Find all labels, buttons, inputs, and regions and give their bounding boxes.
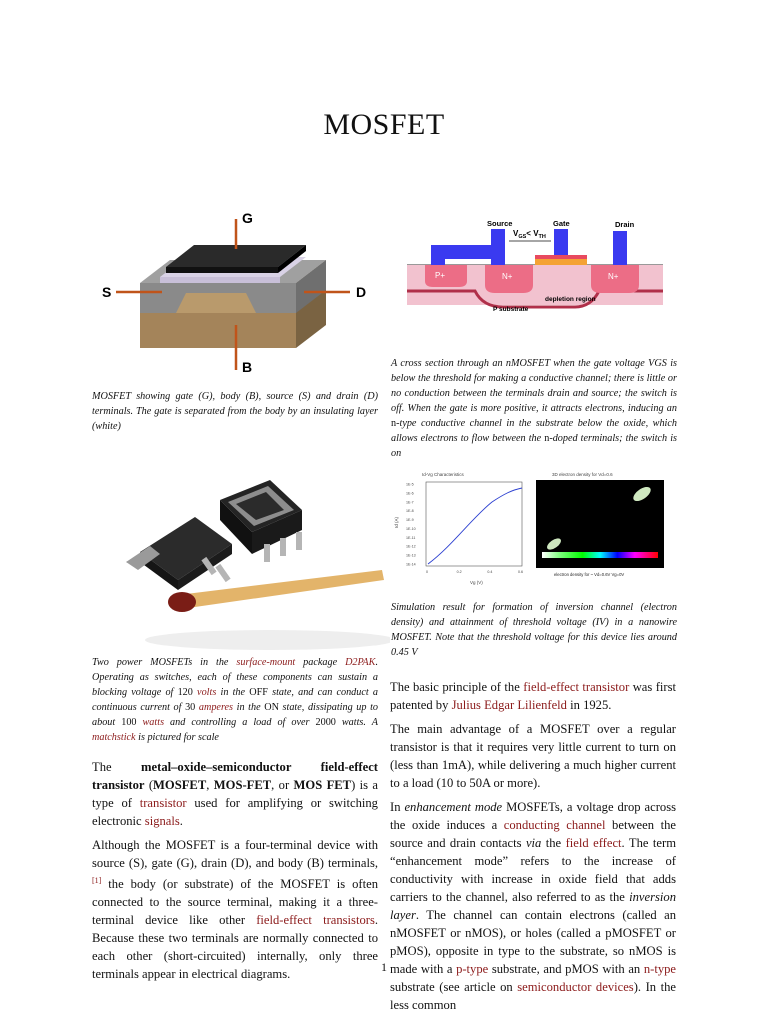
fig2-caption-part: A cross section through an nMOSFET when the gate voltage — [391, 358, 649, 369]
p-plus-region — [425, 265, 467, 287]
transistor-link[interactable]: transistor — [139, 796, 187, 810]
volts-link[interactable]: volts — [197, 687, 217, 698]
text-run: , — [206, 778, 214, 792]
text-run: substrate, and pMOS with an — [488, 962, 644, 976]
iv-ytick-label: 1E-12 — [406, 544, 416, 549]
mosfet-2-lead — [280, 538, 286, 556]
fig3-caption-part: package — [295, 657, 346, 668]
iv-xlabel: Vg (V) — [470, 580, 483, 585]
fig3-caption-part: and controlling a load of over — [164, 717, 316, 728]
term-bold: MOSFET — [153, 778, 207, 792]
iv-ytick-label: 1E-11 — [406, 535, 416, 540]
fig2-caption-ntype: n — [391, 418, 397, 429]
insulating-layer-edge — [160, 277, 280, 283]
iv-plot-title: Id-Vg Characteristics — [422, 472, 464, 477]
drain-label: D — [356, 284, 367, 300]
fig3-caption-value: 2000 — [315, 717, 336, 728]
p-plus-label: P+ — [435, 271, 446, 280]
left-column-text — [92, 758, 378, 989]
iv-ytick-label: 1E-14 — [406, 562, 416, 567]
iv-ytick-label: 1E-9 — [406, 518, 414, 523]
source-label: Source — [487, 219, 513, 228]
gate-oxide — [535, 259, 587, 265]
iv-xtick-label: 0.4 — [487, 570, 493, 574]
text-run: in 1925. — [566, 698, 612, 712]
fig3-caption-on: ON — [264, 702, 279, 713]
iv-xtick-label: 0 — [426, 570, 428, 574]
fig3-caption-part: watts. A — [335, 717, 378, 728]
fig3-caption-part: is pictured for scale — [135, 732, 219, 743]
fig1-caption: MOSFET showing gate (G), body (B), source (S) and drain (D) terminals. The gate is separated from the body by an insulating layer (white) — [92, 391, 378, 432]
body-label: B — [242, 359, 253, 375]
principle-paragraph — [390, 678, 676, 714]
text-run: used for amplifying or switching electronic — [92, 796, 378, 828]
colorbar-label: electron density for ~ Vd=0.6V Vg=0V — [554, 572, 625, 577]
text-run: . The term “enhancement mode” refers to the increase of conductivity with increase in oxide field that adds carriers to the channel, also referred to as the — [390, 836, 676, 904]
text-run: The — [92, 760, 142, 774]
substrate-label: P substrate — [493, 306, 529, 313]
d2pak-link[interactable]: D2PAK — [345, 657, 376, 668]
fig2-caption-ndoped: n — [544, 433, 550, 444]
fig2-caption — [391, 356, 677, 461]
gate-layer — [535, 255, 587, 259]
surface-mount-link[interactable]: surface-mount — [236, 657, 296, 668]
source-lead-bar — [491, 229, 505, 265]
drain-label: Drain — [615, 220, 635, 229]
advantage-paragraph: The main advantage of a MOSFET over a regular transistor is that it requires very little current to turn on (less than 1mA), while delivering a much higher current to a load (10 to 50A or more). — [390, 722, 676, 790]
n-type-link[interactable]: n-type — [643, 962, 677, 976]
iv-xtick-label: 0.2 — [456, 570, 462, 574]
iv-ytick-label: 1E-8 — [406, 509, 414, 514]
intro-paragraph — [92, 758, 378, 830]
fig3-caption-part: in the — [216, 687, 250, 698]
fig2-caption-part: -type conductive channel in the substrate below the oxide, which allows electrons to flow between the — [391, 418, 677, 444]
depletion-label: depletion region — [545, 296, 596, 303]
fig2-caption-part: is below the threshold for making a conductive channel; there is little or no conduction between the terminals drain and source; the switch is off. When the gate is more positive, it attracts electrons, inducing an — [391, 358, 677, 414]
term-italic: via — [525, 836, 542, 850]
text-run: . The channel can contain electrons (called an nMOSFET or nMOS), or holes (called a pMOSFET or pMOS), opposite in type to the substrate, so nMOS is made with a — [390, 908, 676, 976]
p-type-link[interactable]: p-type — [456, 962, 489, 976]
mosfet-2-lead — [264, 544, 270, 562]
n-plus-label-2: N+ — [608, 272, 619, 281]
iv-ytick-label: 1E-7 — [406, 500, 414, 505]
fig3-caption-value: 120 — [177, 687, 193, 698]
text-run: ) is a type of — [92, 778, 379, 810]
text-run: substrate (see article on — [390, 980, 518, 994]
mosfet-2-lead — [296, 532, 302, 550]
amperes-link[interactable]: amperes — [198, 702, 234, 713]
iv-ytick-label: 1E-10 — [406, 526, 416, 531]
field-effect-transistor-link[interactable]: field-effect transistor — [523, 680, 630, 694]
fig4-caption: Simulation result for formation of inversion channel (electron density) and attainment of threshold voltage (IV) in a nanowire MOSFET. Note that the threshold voltage for this device lies around 0.45 V — [391, 602, 677, 658]
mosfet-3d-figure — [96, 205, 386, 375]
text-run: MOSFETs, a voltage drop across the oxide induces a — [390, 800, 677, 832]
page-title: MOSFET — [323, 108, 445, 141]
term-bold: MOS-FET — [213, 778, 272, 792]
text-run: ( — [144, 778, 154, 792]
text-run: Although the MOSFET is a four-terminal device with source (S), gate (G), drain (D), and body (B) terminals, — [92, 838, 378, 870]
text-run: was first patented by — [390, 680, 677, 712]
mosfet-1-lead — [215, 564, 230, 582]
page-number: 1 — [381, 960, 387, 974]
fig3-caption-part: in the — [233, 702, 265, 713]
fig3-caption-part: state, dissipating up to about — [92, 702, 378, 728]
term-italic: enhancement mode — [404, 800, 503, 814]
term-italic: inversion layer — [390, 890, 676, 922]
fig3-caption-part: Two power MOSFETs in the — [92, 657, 237, 668]
matchstick-body — [186, 570, 384, 608]
signals-link[interactable]: signals — [144, 814, 180, 828]
vgs-label: $V_{GS}< V_{TH}$ — [513, 229, 546, 240]
matchstick-head — [168, 592, 196, 612]
term-bold: metal–oxide–semiconductor field-effect transistor — [92, 760, 379, 792]
simulation-figure — [392, 468, 682, 586]
fig3-caption-value: 30 — [185, 702, 196, 713]
n-plus-label-1: N+ — [502, 272, 513, 281]
iv-ytick-label: 1E-6 — [406, 491, 414, 496]
watts-link[interactable]: watts — [142, 717, 165, 728]
nmosfet-cross-section — [405, 215, 670, 325]
colorbar — [542, 552, 658, 558]
iv-ylabel: Id (A) — [394, 516, 399, 528]
drain-contact — [613, 231, 627, 265]
channel-region — [176, 293, 256, 313]
power-mosfets-photo — [120, 462, 390, 652]
iv-xtick-label: 0.6 — [518, 570, 523, 574]
field-effect-link[interactable]: field effect — [565, 836, 622, 850]
text-run: , or — [271, 778, 294, 792]
fig2-caption-part: -doped terminals; the switch is on — [391, 433, 677, 459]
text-run: ). In the less common — [390, 980, 676, 1012]
reference-link[interactable]: [1] — [92, 876, 102, 885]
iv-plot-xticks — [426, 570, 523, 574]
fig2-caption-vgs: VGS — [648, 358, 667, 369]
iv-plot-yticks — [406, 483, 416, 567]
shadow — [145, 630, 390, 650]
source-label: S — [102, 284, 112, 300]
fig3-caption-value: 100 — [121, 717, 137, 728]
semiconductor-devices-link[interactable]: semiconductor devices — [517, 980, 634, 994]
iv-ytick-label: 1E-5 — [406, 482, 414, 487]
text-run: . — [179, 814, 183, 828]
term-bold: MOS FET — [293, 778, 352, 792]
text-run: The basic principle of the — [390, 680, 524, 694]
gate-contact — [554, 229, 568, 255]
matchstick-link[interactable]: matchstick — [92, 732, 136, 743]
text-run: In — [390, 800, 405, 814]
iv-ytick-label: 1E-13 — [406, 553, 416, 558]
enhancement-paragraph — [390, 798, 676, 1014]
fig3-caption — [92, 655, 378, 745]
conducting-channel-link[interactable]: conducting channel — [503, 818, 606, 832]
fig3-caption-part: state, and can conduct a continuous current of — [92, 687, 379, 713]
fig3-caption-off: OFF — [249, 687, 268, 698]
text-run: the — [541, 836, 566, 850]
gate-plate-edge — [166, 267, 278, 273]
field-effect-transistors-link[interactable]: field-effect transistors — [256, 913, 375, 928]
text-run: . Because these two terminals are normally connected to each other (short-circuited) internally, only three terminals appear in electrical diagrams. — [92, 913, 379, 982]
fig3-caption-part: . Operating as switches, each of these components can sustain a blocking voltage of — [92, 657, 378, 698]
gate-label: Gate — [553, 219, 570, 228]
gate-label: G — [242, 210, 253, 226]
density-title: 3D electron density for Vd=0.6 — [552, 472, 613, 477]
text-run: between the source and drain contacts — [390, 818, 676, 850]
lilienfeld-link[interactable]: Julius Edgar Lilienfeld — [451, 698, 567, 712]
text-run: the body (or substrate) of the MOSFET is often connected to the source terminal, making it a three-terminal device like other — [92, 877, 378, 928]
